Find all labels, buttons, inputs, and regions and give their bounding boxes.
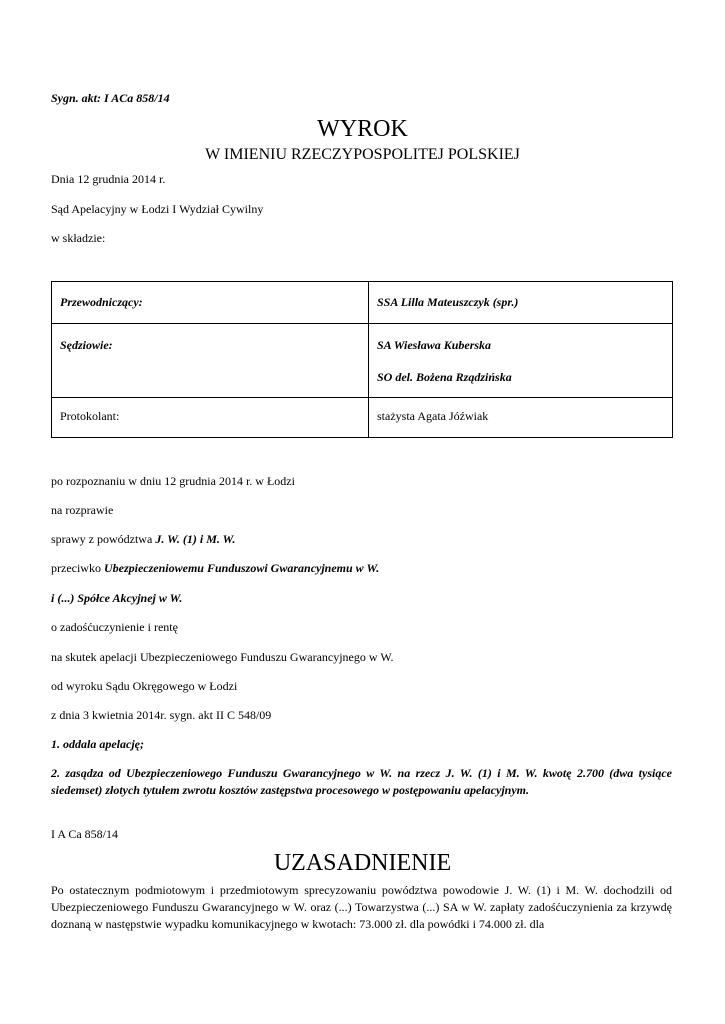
table-row-clerk	[52, 398, 673, 438]
justification-title: UZASADNIENIE	[273, 850, 452, 876]
date-line: Dnia 12 grudnia 2014 r.	[51, 172, 166, 186]
composition-table	[51, 281, 673, 438]
plaintiffs-names: J. W. (1) i M. W.	[155, 532, 236, 546]
court-line: Sąd Apelacyjny w Łodzi I Wydział Cywilny	[51, 202, 264, 216]
presiding-label: Przewodniczący:	[60, 295, 143, 309]
considered-line: po rozpoznaniu w dniu 12 grudnia 2014 r. w Łodzi	[51, 474, 295, 488]
composition-line: w składzie:	[51, 231, 106, 245]
document-title: WYROK	[317, 116, 408, 142]
ruling-2: 2. zasądza od Ubezpieczeniowego Funduszu Gwarancyjnego w W. na rzecz J. W. (1) i M. W. kwotę 2.700 (dwa tysiące siedemset) złotych tytułem zwrotu kosztów zastępstwa procesowego w postępowaniu apelacyjnym.	[51, 766, 672, 797]
subject-line: o zadośćuczynienie i rentę	[51, 620, 178, 634]
clerk-label: Protokolant:	[60, 409, 120, 423]
judges-label: Sędziowie:	[60, 338, 113, 352]
judge-1: SA Wiesława Kuberska	[377, 338, 492, 352]
table-row-presiding	[52, 282, 673, 324]
plaintiffs-line	[51, 532, 235, 546]
table-row-judges	[52, 324, 673, 398]
judgment-date-line: z dnia 3 kwietnia 2014r. sygn. akt II C 548/09	[51, 708, 272, 722]
clerk-value: stażysta Agata Jóźwiak	[377, 409, 489, 423]
defendant-2: i (...) Spółce Akcyjnej w W.	[51, 591, 183, 605]
justification-text: Po ostatecznym podmiotowym i przedmiotowym sprecyzowaniu powództwa powodowie J. W. (1) i M. W. dochodzili od Ubezpieczeniowego Funduszu Gwarancyjnego w W. oraz (...) Towarzystwa (...) SA w W. zapłaty zadośćuczynienia za krzywdę doznaną w następstwie wypadku komunikacyjnego w kwotach: 73.000 zł. dla powódki i 74.000 zł. dla	[51, 883, 672, 931]
defendant-line	[51, 561, 379, 575]
document-subtitle: W IMIENIU RZECZYPOSPOLITEJ POLSKIEJ	[205, 146, 520, 163]
case-signature: Sygn. akt: I ACa 858/14	[51, 91, 170, 105]
against-prefix: przeciwko	[51, 561, 104, 575]
presiding-value: SSA Lilla Mateuszczyk (spr.)	[377, 295, 519, 309]
defendant-1: Ubezpieczeniowemu Funduszowi Gwarancyjnemu w W.	[103, 561, 380, 575]
appeal-line: na skutek apelacji Ubezpieczeniowego Funduszu Gwarancyjnego w W.	[51, 650, 394, 664]
case-prefix: sprawy z powództwa	[51, 532, 156, 546]
hearing-line: na rozprawie	[51, 503, 114, 517]
case-ref-2: I A Ca 858/14	[51, 827, 119, 841]
judge-2: SO del. Bożena Rządzińska	[377, 370, 512, 384]
from-judgment-line: od wyroku Sądu Okręgowego w Łodzi	[51, 679, 238, 693]
ruling-1: 1. oddala apelację;	[51, 737, 144, 751]
